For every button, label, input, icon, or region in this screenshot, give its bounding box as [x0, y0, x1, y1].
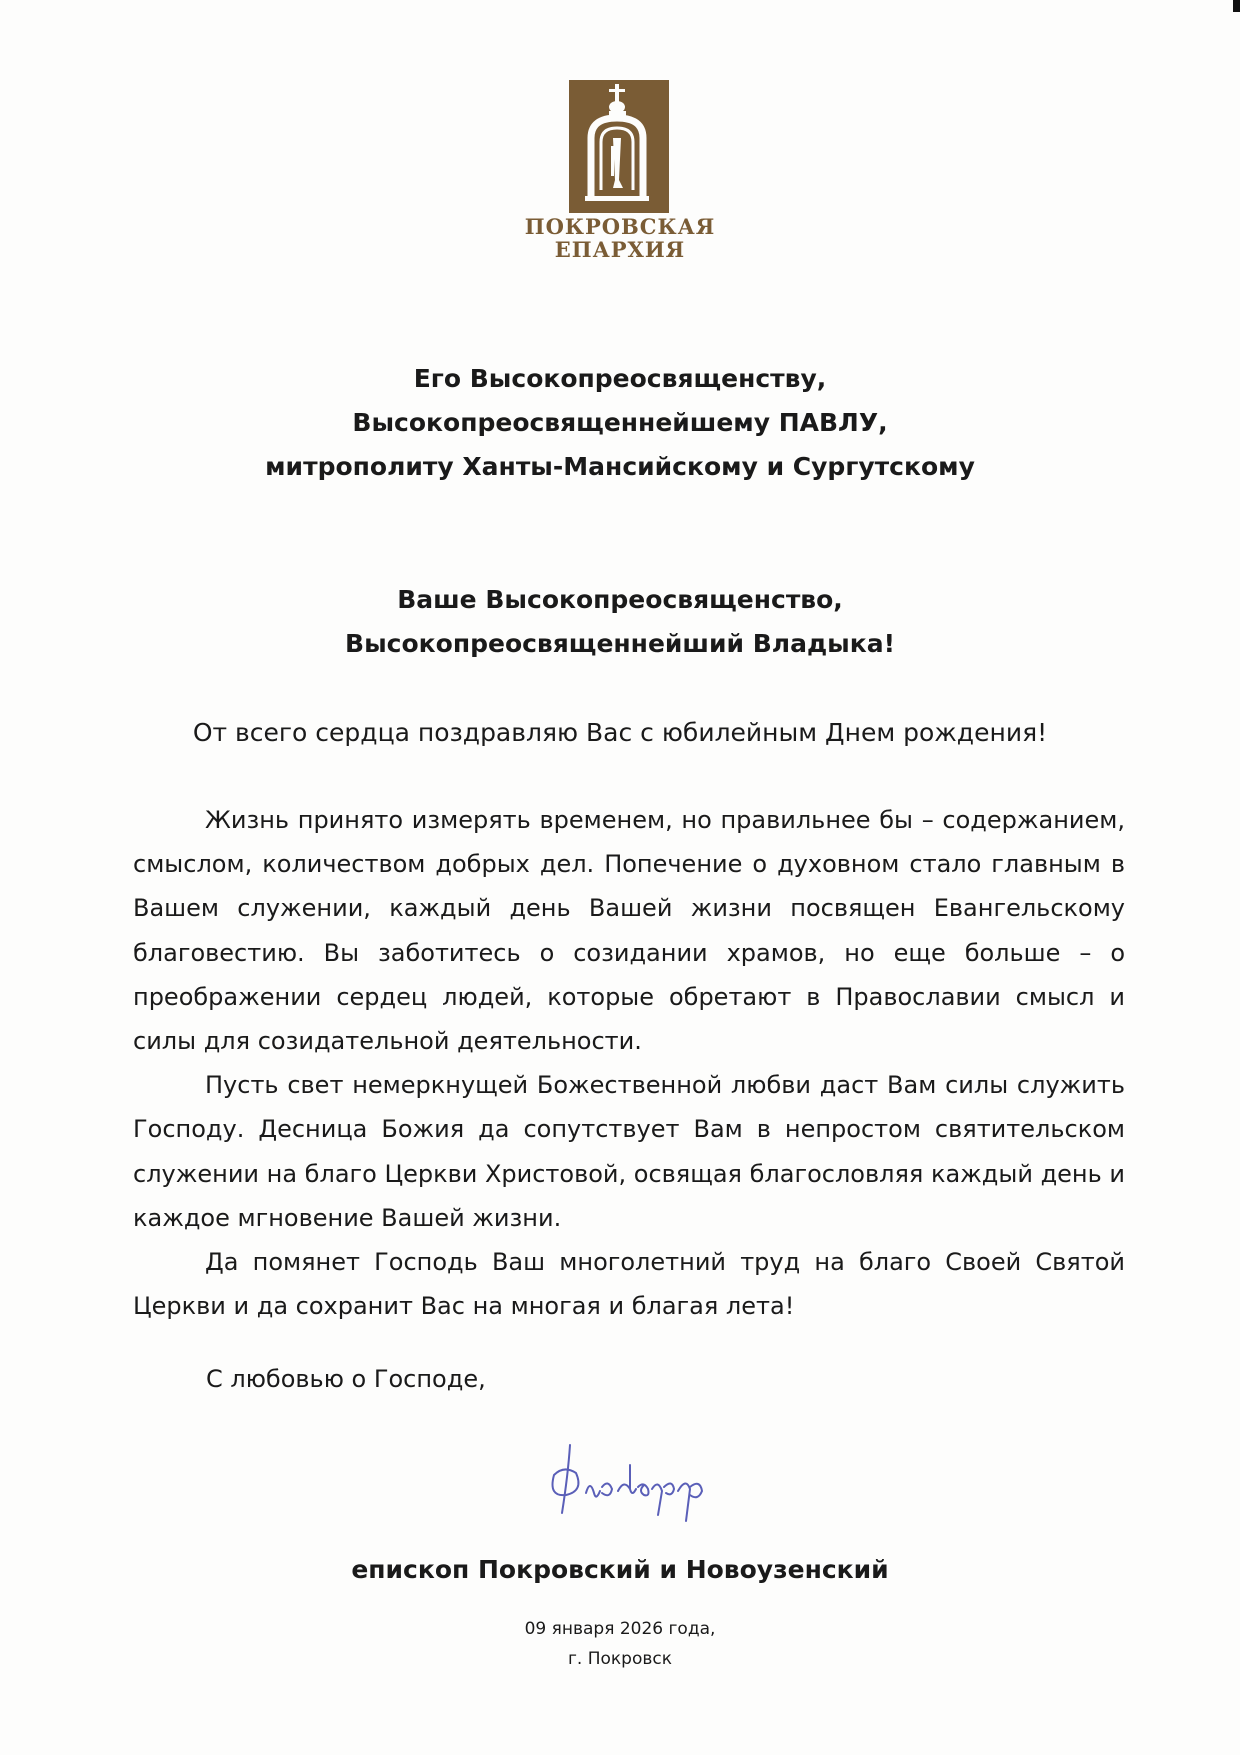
letter-date: 09 января 2026 года, — [524, 1619, 716, 1639]
handwritten-signature — [540, 1435, 720, 1545]
signer-title: епископ Покровский и Новоузенский — [351, 1555, 889, 1584]
diocese-logo-text — [520, 215, 720, 261]
logo-line-2: ЕПАРХИЯ — [554, 237, 686, 262]
diocese-logo-emblem — [569, 80, 669, 213]
letter-body — [133, 798, 1125, 1328]
salutation-line-1: Ваше Высокопреосвященство, — [397, 585, 843, 614]
scan-edge-mark — [1233, 0, 1240, 12]
logo-line-1: ПОКРОВСКАЯ — [524, 214, 716, 239]
body-paragraph: Да помянет Господь Ваш многолетний труд на благо Своей Святой Церкви и да сохранит Вас на многая и благая лета! — [133, 1248, 1125, 1321]
body-paragraph: Пусть свет немеркнущей Божественной любви даст Вам силы служить Господу. Десница Божия да сопутствует Вам в непростом святительском служении на благо Церкви Христовой, освящая благословляя каждый день и каждое мгновение Вашей жизни. — [133, 1071, 1125, 1232]
salutation — [0, 578, 1240, 666]
recipient-address — [0, 357, 1240, 489]
greeting-line: От всего сердца поздравляю Вас с юбилейным Днем рождения! — [192, 718, 1048, 747]
date-and-place — [0, 1614, 1240, 1674]
letter-place: г. Покровск — [567, 1649, 673, 1669]
closing-phrase: С любовью о Господе, — [206, 1365, 486, 1393]
address-line-1: Его Высокопреосвященству, — [413, 364, 827, 393]
body-paragraph: Жизнь принято измерять временем, но правильнее бы – содержанием, смыслом, количеством добрых дел. Попечение о духовном стало главным в Вашем служении, каждый день Вашей жизни посвящен Евангельскому благовестию. Вы заботитесь о созидании храмов, но еще больше – о преображении сердец людей, которые обретают в Православии смысл и силы для созидательной деятельности. — [133, 806, 1125, 1056]
salutation-line-2: Высокопреосвященнейший Владыка! — [345, 629, 895, 658]
address-line-2: Высокопреосвященнейшему ПАВЛУ, — [352, 408, 888, 437]
address-line-3: митрополиту Ханты-Мансийскому и Сургутскому — [265, 452, 975, 481]
